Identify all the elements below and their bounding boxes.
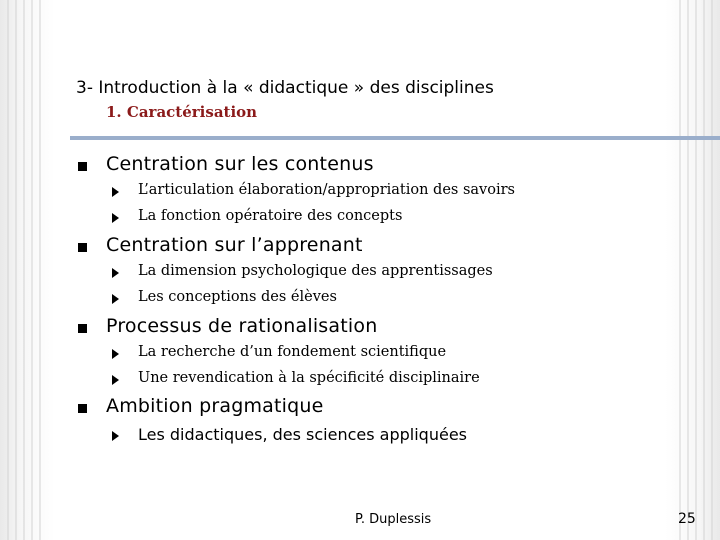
list-item: Une revendication à la spécificité disciplinaire <box>138 370 480 386</box>
arrowhead-bullet-icon <box>112 294 119 304</box>
list-item: La dimension psychologique des apprentissages <box>138 263 493 279</box>
page-number: 25 <box>678 511 696 527</box>
section-heading: Centration sur les contenus <box>106 153 374 175</box>
arrowhead-bullet-icon <box>112 187 119 197</box>
square-bullet-icon <box>78 324 87 333</box>
list-item: La recherche d’un fondement scientifique <box>138 344 447 360</box>
arrowhead-bullet-icon <box>112 349 119 359</box>
arrowhead-bullet-icon <box>112 213 119 223</box>
square-bullet-icon <box>78 162 87 171</box>
section-heading: Centration sur l’apprenant <box>106 234 363 256</box>
footer-author: P. Duplessis <box>355 512 432 527</box>
slide-subtitle: 1. Caractérisation <box>106 103 258 121</box>
square-bullet-icon <box>78 243 87 252</box>
list-item: La fonction opératoire des concepts <box>138 208 403 224</box>
title-divider <box>70 136 720 140</box>
section-heading: Ambition pragmatique <box>106 395 324 417</box>
list-item: Les conceptions des élèves <box>138 289 337 305</box>
square-bullet-icon <box>78 404 87 413</box>
arrowhead-bullet-icon <box>112 431 119 441</box>
arrowhead-bullet-icon <box>112 268 119 278</box>
arrowhead-bullet-icon <box>112 375 119 385</box>
slide-title: 3- Introduction à la « didactique » des disciplines <box>76 78 494 98</box>
list-item: L’articulation élaboration/appropriation des savoirs <box>138 182 515 198</box>
section-heading: Processus de rationalisation <box>106 315 378 337</box>
list-item: Les didactiques, des sciences appliquées <box>138 425 467 444</box>
